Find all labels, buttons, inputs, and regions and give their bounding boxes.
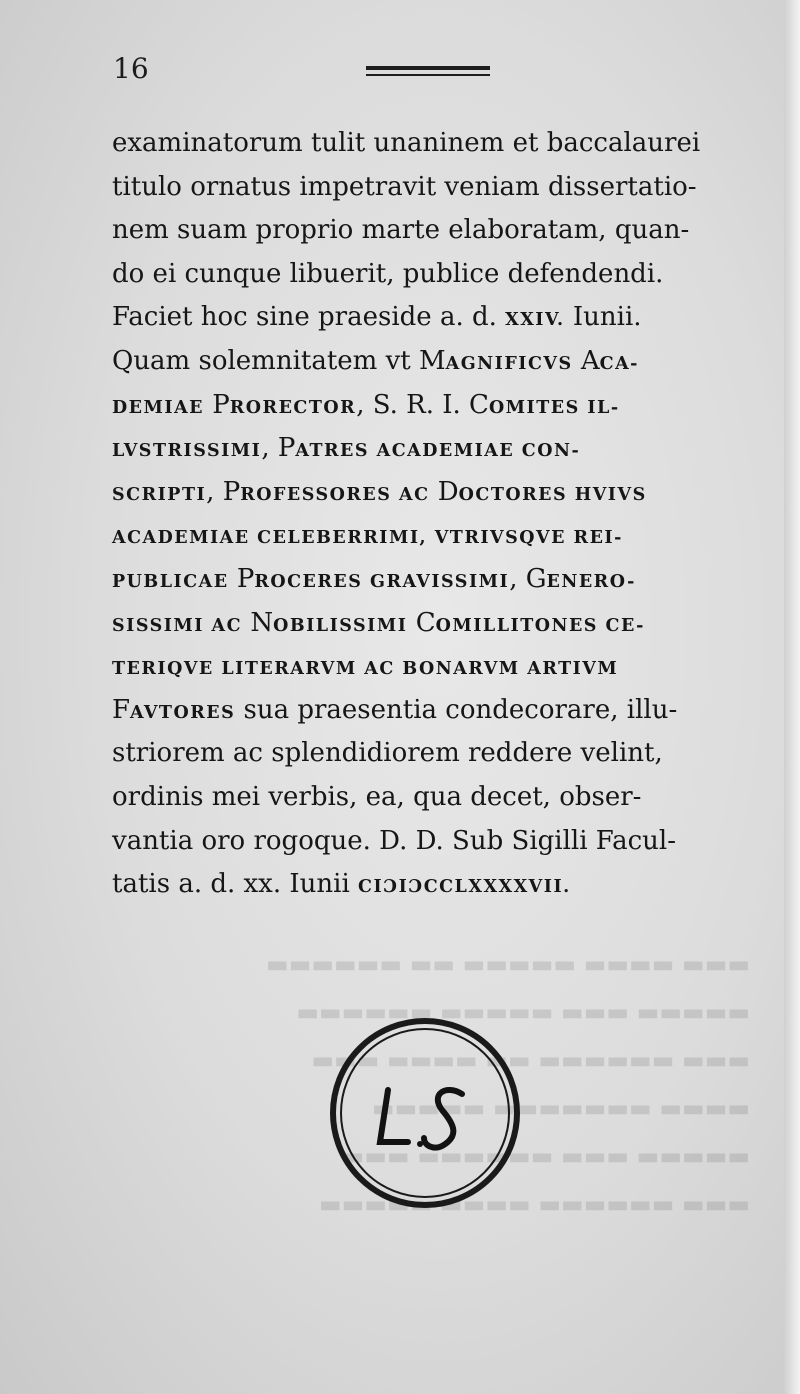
- small-caps-run: AGNIFICVS: [445, 353, 573, 374]
- page-number: 16: [113, 52, 149, 85]
- header-rule: [366, 66, 490, 76]
- text-run: nem suam proprio marte elaboratam, quan-: [112, 215, 690, 246]
- seal-lettering: [336, 1080, 514, 1173]
- small-caps-run: ENERO-: [546, 571, 636, 592]
- text-run: examinatorum tulit unaninem et baccalaurei: [112, 128, 701, 158]
- bleed-through-texture: ▬▬▬ ▬▬▬▬ ▬▬▬▬▬ ▬▬ ▬▬▬▬▬▬ ▬▬▬▬▬ ▬▬▬ ▬▬▬▬▬ ▬▬▬▬▬▬ ▬▬▬ ▬▬▬▬▬▬ ▬▬ ▬▬▬▬ ▬▬▬ ▬▬▬▬ ▬▬▬▬▬▬▬ ▬▬▬▬▬ ▬▬▬▬▬ ▬▬▬ ▬▬▬▬▬▬ ▬▬▬ ▬▬▬ ▬▬▬▬▬▬ ▬▬▬▬ ▬▬▬▬▬: [265, 950, 750, 1218]
- seal-stamp: [330, 1018, 520, 1208]
- small-caps-run: OMILLITONES CE-: [435, 615, 645, 636]
- text-line: [112, 820, 762, 864]
- small-caps-run: OMITES IL-: [488, 397, 620, 418]
- text-line: [112, 166, 762, 210]
- small-caps-run: LVSTRISSIMI: [112, 441, 262, 462]
- text-run: vantia oro rogoque. D. D. Sub Sigilli Facul-: [112, 825, 676, 856]
- text-run: A: [572, 345, 600, 376]
- small-caps-run: ROCERES GRAVISSIMI: [254, 571, 510, 592]
- text-run: sua praesentia condecorare, illu-: [235, 694, 678, 725]
- small-caps-run: OCTORES HVIVS: [458, 484, 647, 505]
- text-line: [112, 384, 762, 428]
- text-run: do ei cunque libuerit, publice defendendi.: [112, 258, 664, 289]
- seal-ls-glyphs: [350, 1080, 500, 1160]
- small-caps-run: OBILISSIMI: [273, 615, 408, 636]
- small-caps-run: SCRIPTI: [112, 484, 207, 505]
- text-line: [112, 122, 762, 166]
- text-line: [112, 296, 762, 340]
- text-line: [112, 514, 762, 558]
- small-caps-run: DEMIAE: [112, 397, 204, 418]
- text-line: [112, 732, 762, 776]
- text-run: D: [429, 476, 459, 507]
- small-caps-run: CA-: [599, 353, 639, 374]
- small-caps-run: SISSIMI AC: [112, 615, 243, 636]
- text-line: [112, 602, 762, 646]
- text-run: P: [204, 389, 230, 420]
- small-caps-run: PUBLICAE: [112, 571, 229, 592]
- text-line: [112, 471, 762, 515]
- text-line: [112, 558, 762, 602]
- text-run: , G: [509, 563, 547, 594]
- text-run: ordinis mei verbis, ea, qua decet, obser-: [112, 781, 642, 812]
- text-run: Iunii.: [564, 302, 642, 333]
- text-run: , P: [261, 433, 296, 464]
- text-run: Quam solemnitatem vt M: [112, 345, 446, 376]
- text-line: [112, 427, 762, 471]
- text-run: N: [242, 607, 274, 638]
- text-run: striorem ac splendidiorem reddere velint,: [112, 738, 663, 769]
- text-line: [112, 209, 762, 253]
- text-line: [112, 340, 762, 384]
- small-caps-run: ROFESSORES AC: [240, 484, 430, 505]
- small-caps-run: XXIV.: [505, 310, 565, 331]
- small-caps-run: ATRES ACADEMIAE CON-: [295, 441, 581, 462]
- text-run: , P: [206, 476, 241, 507]
- text-line: [112, 776, 762, 820]
- text-line: [112, 645, 762, 689]
- text-run: C: [407, 607, 436, 638]
- text-run: Faciet hoc sine praeside a. d.: [112, 302, 506, 333]
- text-line: [112, 689, 762, 733]
- text-line: [112, 863, 762, 907]
- small-caps-run: AVTORES: [130, 702, 236, 723]
- text-line: [112, 253, 762, 297]
- small-caps-run: RORECTOR: [229, 397, 357, 418]
- text-run: titulo ornatus impetravit veniam dissertatio-: [112, 171, 697, 202]
- small-caps-run: ACADEMIAE CELEBERRIMI, VTRIVSQVE REI-: [112, 528, 623, 549]
- small-caps-run: TERIQVE LITERARVM AC BONARVM ARTIVM: [112, 659, 619, 680]
- text-run: P: [228, 563, 255, 594]
- body-text: [112, 122, 762, 907]
- page-edge: [784, 0, 800, 1394]
- small-caps-run: CIƆIƆCCLXXXXVII.: [358, 877, 571, 898]
- text-run: , S. R. I. C: [356, 389, 489, 420]
- text-run: F: [112, 694, 131, 725]
- text-run: tatis a. d. xx. Iunii: [112, 869, 359, 900]
